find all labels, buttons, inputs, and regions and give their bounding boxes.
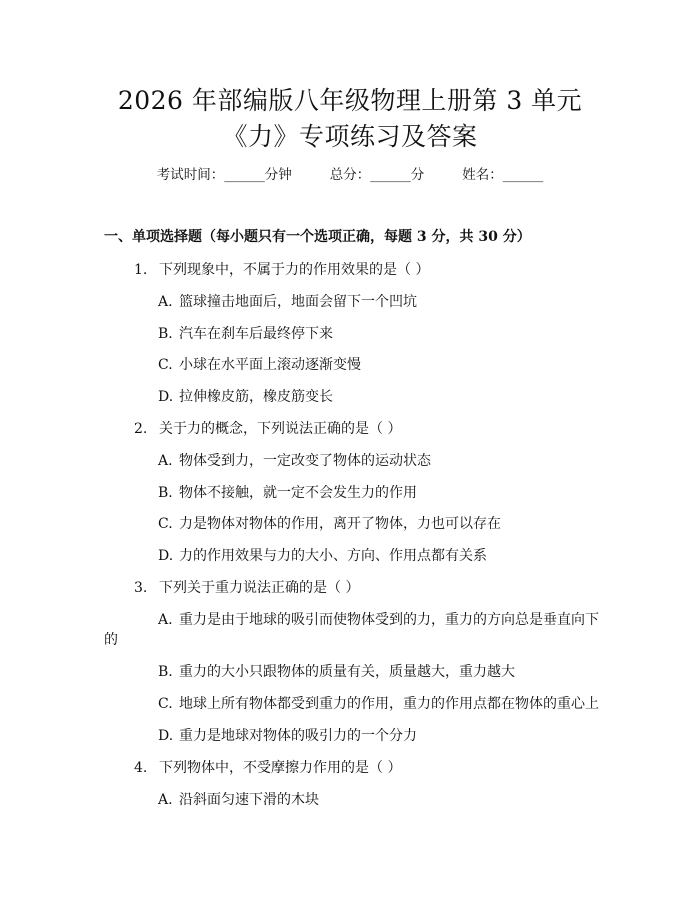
question-1-stem: [134, 263, 429, 277]
option-text: 力的作用效果与力的大小、方向、作用点都有关系: [179, 548, 487, 564]
option-text: 物体不接触，就一定不会发生力的作用: [179, 485, 417, 501]
option-letter: C.: [158, 357, 173, 373]
question-1-option-d: [158, 390, 333, 404]
question-3-option-d: [158, 729, 417, 743]
option-letter: A.: [158, 792, 173, 808]
question-3-stem: [134, 581, 359, 595]
option-text: 拉伸橡皮筋，橡皮筋变长: [179, 389, 333, 405]
question-4-stem: [134, 761, 401, 775]
question-3-option-b: [158, 665, 515, 679]
exam-time-field: 考试时间：______分钟: [156, 167, 292, 183]
option-letter: B.: [158, 485, 173, 501]
question-2-option-c: [158, 517, 501, 531]
option-text: 地球上所有物体都受到重力的作用，重力的作用点都在物体的重心上: [179, 696, 599, 712]
question-text: 下列现象中，不属于力的作用效果的是（ ）: [159, 262, 430, 278]
option-text: 力是物体对物体的作用，离开了物体，力也可以存在: [179, 516, 501, 532]
option-letter: D.: [158, 389, 174, 405]
option-text: 小球在水平面上滚动逐渐变慢: [179, 357, 361, 373]
option-letter: B.: [158, 326, 173, 342]
option-letter: A.: [158, 453, 173, 469]
option-letter: A.: [158, 294, 173, 310]
student-name-field: 姓名：______: [462, 167, 544, 183]
option-letter: D.: [158, 548, 174, 564]
option-letter: C.: [158, 696, 173, 712]
question-1-option-a: [158, 295, 417, 309]
question-3-option-a-wrap: 的: [104, 632, 118, 648]
total-score-field: 总分：______分: [329, 167, 425, 183]
question-3-option-a: [158, 613, 599, 627]
section-heading-single-choice: 一、单项选择题（每小题只有一个选项正确，每题 3 分，共 30 分）: [104, 229, 531, 245]
option-letter: C.: [158, 516, 173, 532]
exam-info-line: [0, 169, 700, 183]
question-1-option-c: [158, 358, 361, 372]
question-2-stem: [134, 422, 401, 436]
option-text: 重力是地球对物体的吸引力的一个分力: [179, 728, 417, 744]
question-1-option-b: [158, 327, 333, 341]
option-letter: B.: [158, 664, 173, 680]
question-text: 关于力的概念，下列说法正确的是（ ）: [159, 421, 402, 437]
question-2-option-b: [158, 486, 417, 500]
option-letter: A.: [158, 612, 173, 628]
option-letter: D.: [158, 728, 174, 744]
question-number: 1.: [134, 262, 148, 278]
question-4-option-a: [158, 793, 319, 807]
option-text: 重力是由于地球的吸引而使物体受到的力，重力的方向总是垂直向下: [179, 612, 599, 628]
option-text: 重力的大小只跟物体的质量有关，质量越大，重力越大: [179, 664, 515, 680]
question-number: 4.: [134, 760, 148, 776]
question-number: 2.: [134, 421, 148, 437]
option-text: 篮球撞击地面后，地面会留下一个凹坑: [179, 294, 417, 310]
option-text: 沿斜面匀速下滑的木块: [179, 792, 319, 808]
question-text: 下列关于重力说法正确的是（ ）: [159, 580, 360, 596]
question-2-option-d: [158, 549, 487, 563]
option-text: 汽车在刹车后最终停下来: [179, 326, 333, 342]
question-number: 3.: [134, 580, 148, 596]
document-title-line1: 2026 年部编版八年级物理上册第 3 单元: [117, 86, 583, 115]
question-3-option-c: [158, 697, 599, 711]
question-2-option-a: [158, 454, 431, 468]
question-text: 下列物体中，不受摩擦力作用的是（ ）: [159, 760, 402, 776]
document-title-line2: 《力》专项练习及答案: [222, 122, 478, 151]
option-text: 物体受到力，一定改变了物体的运动状态: [179, 453, 431, 469]
